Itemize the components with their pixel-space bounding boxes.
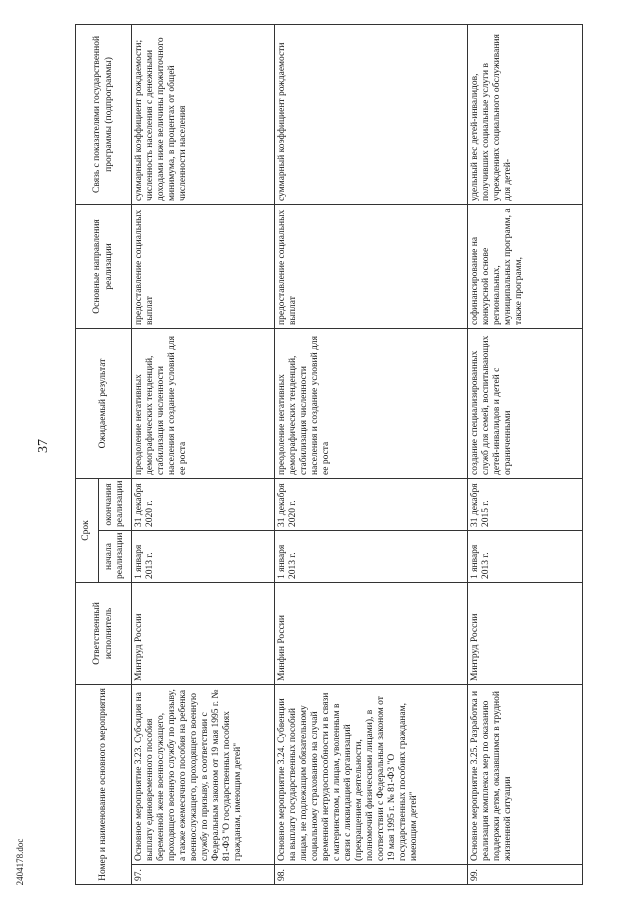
indicator-link: суммарный коэффициент рождаемости; численность населения с денежными доходами ниже величины прожиточного минимума, в процентах от общей численности населения — [132, 24, 275, 204]
start-date: 1 января 2013 г. — [468, 530, 583, 582]
header-result: Ожидаемый результат — [76, 328, 132, 478]
expected-result: преодоление негативных демографических тенденций, стабилизация численности населения и создание условий для ее роста — [275, 328, 468, 478]
footer-file-code: 2404178.doc — [15, 838, 25, 886]
measure-name: Основное мероприятие 3.24. Субвенции на выплату государственных пособий лицам, не подлежащим обязательному социальному страхованию на случай временной нетрудоспособности и в связи с материнством, и лицам, уволенным в связи с ликвидацией организаций (прекращением деятельности, полномочий физическими лицами), в соответствии с Федеральным законом от 19 мая 1995 г. № 81-ФЗ "О государственных пособиях гражданам, имеющим детей" — [275, 684, 468, 864]
header-start: начала реализации — [99, 530, 132, 582]
header-name: Номер и наименование основного мероприятия — [76, 684, 132, 884]
end-date: 31 декабря 2020 г. — [275, 478, 468, 530]
header-end: окончания реализации — [99, 478, 132, 530]
indicator-link: суммарный коэффициент рождаемости — [275, 24, 468, 204]
start-date: 1 января 2013 г. — [275, 530, 468, 582]
measure-name: Основное мероприятие 3.25. Разработка и реализация комплекса мер по оказанию поддержки детям, оказавшимся в трудной жизненной ситуации — [468, 684, 583, 864]
program-measures-table — [75, 24, 583, 885]
indicator-link: удельный вес детей-инвалидов, получивших социальные услуги в учреждениях социального обслуживания для детей- — [468, 24, 583, 204]
directions: предоставление социальных выплат — [275, 204, 468, 328]
end-date: 31 декабря 2015 г. — [468, 478, 583, 530]
executor: Минфин России — [275, 582, 468, 684]
row-number: 98. — [275, 865, 468, 885]
header-directions: Основные направления реализации — [76, 204, 132, 328]
table-row — [132, 24, 275, 884]
executor: Минтруд России — [132, 582, 275, 684]
measure-name: Основное мероприятие 3.23. Субсидия на выплату единовременного пособия беременной жене военнослужащего, проходящего военную службу по призыву, а также ежемесячного пособия на ребенка военнослужащего, проходящего военную службу по призыву, в соответствии с Федеральным законом от 19 мая 1995 г. № 81-ФЗ "О государственных пособиях гражданам, имеющим детей" — [132, 684, 275, 864]
rotated-table-container — [75, 25, 625, 885]
row-number: 99. — [468, 865, 583, 885]
header-link: Связь с показателями государственной программы (подпрограммы) — [76, 24, 132, 204]
header-term: Срок — [76, 478, 99, 582]
expected-result: преодоление негативных демографических тенденций, стабилизация численности населения и создание условий для ее роста — [132, 328, 275, 478]
page-number: 37 — [36, 439, 51, 453]
table-row — [468, 24, 583, 884]
directions: софинансирование на конкурсной основе региональных, муниципальных программ, а также программ, — [468, 204, 583, 328]
row-number: 97. — [132, 865, 275, 885]
end-date: 31 декабря 2020 г. — [132, 478, 275, 530]
table-row — [275, 24, 468, 884]
directions: предоставление социальных выплат — [132, 204, 275, 328]
header-executor: Ответственный исполнитель — [76, 582, 132, 684]
executor: Минтруд России — [468, 582, 583, 684]
start-date: 1 января 2013 г. — [132, 530, 275, 582]
expected-result: создание специализированных служб для семей, воспитывающих детей-инвалидов и детей с ограниченными — [468, 328, 583, 478]
